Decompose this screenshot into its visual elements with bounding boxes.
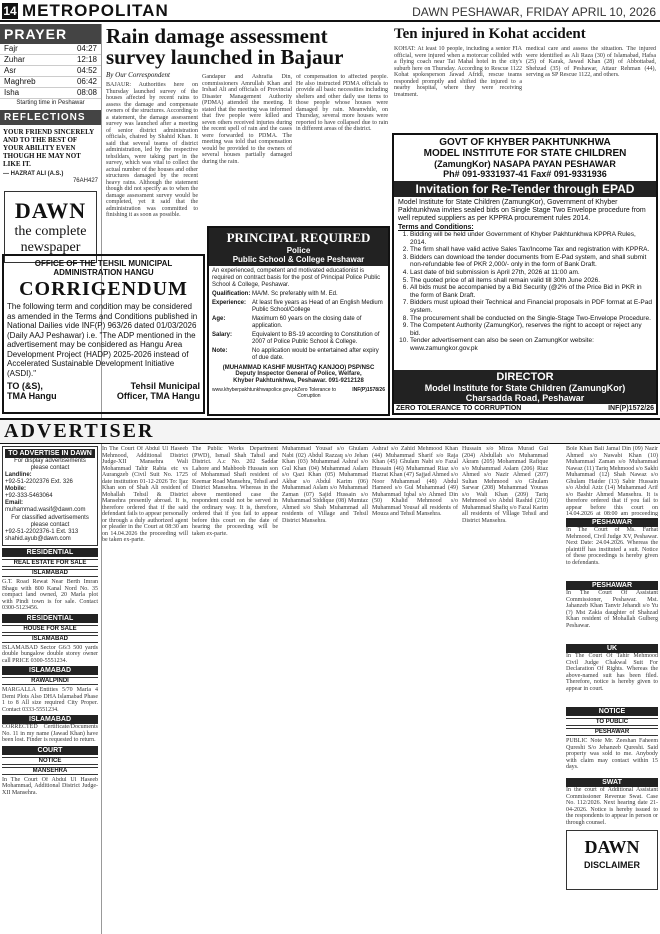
- classified-head: ISLAMABAD: [2, 715, 98, 724]
- prayer-time: 04:27: [76, 44, 97, 53]
- tender-director: DIRECTOR: [496, 371, 554, 383]
- principal-sub1: Police: [286, 246, 311, 255]
- reflection-source: — HAZRAT ALI (A.S.): [3, 171, 64, 177]
- classified-location: ISLAMABAD: [2, 569, 98, 577]
- requirement-value: At least five years as Head of an English Medium Public School/College: [252, 300, 383, 313]
- prayer-time: 12:18: [76, 55, 97, 64]
- landline-label: Landline:: [5, 472, 32, 478]
- main-body-col3: of compensation to affected people. He also instructed PDMA officials to provide all basic necessities including shelters and other daily use items to those people whose houses were damaged by rain. Meanwhile, on Thursday, several more houses were reported to have collapsed due to rain in different areas of the district.: [296, 74, 388, 132]
- prayer-name: Isha: [4, 88, 20, 97]
- classified-head: COURT: [2, 746, 98, 755]
- requirement-value: Equivalent to BS-19 according to Constitution of 2007 of Police Public School & College.: [252, 332, 380, 345]
- advertiser-title: ADVERTISER: [4, 420, 155, 442]
- court-notice-head: UK: [566, 644, 658, 653]
- prayer-name: Maghreb: [4, 77, 36, 86]
- tender-inf: INF(P)1572/26: [608, 405, 654, 412]
- requirement-label: Note:: [212, 348, 228, 354]
- notice-col-4: Ashraf s/o Zahid Mehmood Khan (44) Muhammad Sharif s/o Raja Khan (45) Ghulam Nabi s/o Fazal Hussain (46) Muhammad Riaz s/o Hazrat Khan (47) Sajjad Ahmed s/o Noor Muhammad (48) Abdul Hameed s/o Gul Muhammad (49) Muhammad Iqbal s/o Ahmed Din (50) Khalid Mehmood s/o Muhammad Yousaf all residents of Mouza and Tehsil Mansehra.: [372, 446, 458, 517]
- main-body-col2: Gandapur and Ashrafia Din, commissioners Amrullah Khan and Irshad Ali and officials of Provincial Disaster Management Authority (PDMA) attended the meeting. It stated that the meeting was informed that five people were killed and seven others received injuries during the recent spell of rain and the cases were forwarded to PDMA. The meeting was told that compensation would be provided to the owners of several houses partially damaged during the rain.: [202, 74, 292, 165]
- court-notice: [566, 518, 658, 579]
- court-notice-text: In The Court Of Tahir Mehmood Civil Judge Chakwal Suit For Declaration Of Rights. Whereas the above-named suit has been filed. Therefore, notice is hereby given to appear in court.: [566, 653, 658, 692]
- classified-item: [2, 666, 98, 713]
- classified-email: shahid.ayub@dawn.com: [5, 536, 71, 542]
- prayer-note: Starting time in Peshawar: [16, 100, 85, 106]
- tender-term: 4. Last date of bid submission is April 27th, 2026 at 11:00 am.: [410, 269, 652, 277]
- email-address: muhammad.wasif@dawn.com: [5, 507, 86, 513]
- tender-zero: ZERO TOLERANCE TO CORRUPTION: [396, 405, 522, 412]
- classified-text: In The Court Of Abdul Ul Haseeb Mohammad, Additional District Judge-XII Mansehra.: [2, 776, 98, 796]
- promo-line2: newspaper: [20, 240, 81, 255]
- main-byline: By Our Correspondent: [106, 71, 170, 79]
- tender-director-addr: Charsadda Road, Peshawar: [465, 393, 585, 403]
- notice-to-public-sub: TO PUBLIC: [566, 718, 658, 726]
- classified-head: RESIDENTIAL: [2, 548, 98, 557]
- classified-text: MARGALLA Entities 5/70 Marla 4 Demi Plots Also DHA Islamabad Phase 1 to 8 All size required City Proper. Contact 0333-5551234.: [2, 687, 98, 713]
- classified-landline: +92-51-2202376-1 Ext. 313: [5, 529, 79, 535]
- classified-head: RESIDENTIAL: [2, 614, 98, 623]
- requirement-row: [212, 316, 385, 330]
- reflection-code: 76AH427: [72, 178, 98, 184]
- sign-1: TO (&S),: [7, 381, 43, 391]
- classified-item: [2, 614, 98, 665]
- tender-term: 1. Bidding will be held under Government of Khyber Pakhtunkhwa KPPRA Rules, 2014.: [410, 231, 652, 246]
- main-body-col1: BAJAUR: Authorities here on Thursday launched survey of the houses affected by recent rains to assess the damage and compensate owners of the structures. According to a statement, the damage assessment survey was launched after a meeting of senior district administration officials, chaired by Shahid Khan. It said that several teams of district administration, led by the respective tehsildars, were taking part in the survey, which was vital to collect the actual number of the houses and other structures damaged by the recent heavy rains. Although the statement though did not specify as to when the damage assessment survey would be completed, yet it said that the administration was committed to finishing it as soon as possible.: [106, 82, 198, 218]
- notice-col-5: Hussain s/o Mirza Murad Gul (204) Abdullah s/o Muhammad Akram (205) Mohammad Rafique s/o Muhammad Aslam (206) Riaz Ahmed s/o Nazir Ahmed (207) Sultan Mehmood s/o Ghulam Sarwar (208) Muhammad Younas s/o Wali Khan (209) Tariq Mehmood s/o Abdul Rashid (210) Muhammad Shafiq s/o Fazal Karim all residents of Village Tehsil and District Mansehra.: [462, 446, 548, 524]
- requirement-row: [212, 348, 385, 362]
- advertise-contact-box: [2, 446, 98, 546]
- mobile-label: Mobile:: [5, 486, 26, 492]
- tender-term: 7. Bidders must upload their Technical and Financial proposals in PDF format at E-Pad system.: [410, 299, 652, 314]
- tender-term: 2. The firm shall have valid active Sales Tax/Income Tax and registration with KPPRA.: [410, 246, 652, 254]
- tender-term: 10. Tender advertisement can also be seen on ZamungKor website: www.zamungkor.gov.pk: [410, 337, 652, 352]
- tender-ad: [392, 133, 658, 415]
- dawn-logo: DAWN: [14, 198, 87, 223]
- peshawar-notices: [566, 518, 658, 705]
- court-notice: [566, 644, 658, 705]
- prayer-time: 04:52: [76, 66, 97, 75]
- corrigendum-ad: [2, 254, 205, 414]
- principal-inf: INF(P)1578/26: [352, 387, 385, 393]
- advertise-display-line: For display advertisements please contact: [14, 458, 86, 471]
- sign-4: Officer, TMA Hangu: [116, 391, 200, 401]
- corrigendum-title: CORRIGENDUM: [19, 278, 188, 300]
- dawn-promo: [4, 191, 97, 263]
- reflections-title: REFLECTIONS: [0, 110, 101, 125]
- classified-text: ISLAMABAD Sector G6/3 500 yards double bungalow double storey owner call PRICE 0300-5551234.: [2, 644, 98, 664]
- swat-head: SWAT: [566, 778, 658, 787]
- classifieds-column: [2, 446, 98, 932]
- landline-number: +92-51-2202376 Ext. 326: [5, 479, 73, 485]
- side-story: [394, 26, 656, 43]
- classified-text: G.T. Road Rewat Near Berth Imran Bhagu with 800 Kanal Nord No. 35 compact land owned, 20 Marla plot with Pindi town is for sale. Contact 0300-5123456.: [2, 579, 98, 611]
- page-header: [0, 0, 660, 22]
- tender-term: 9. The Competent Authority (ZamungKor), reserves the right to accept or reject any bid.: [410, 322, 652, 337]
- requirement-value: No application would be entertained after expiry of due date.: [252, 348, 379, 361]
- principal-web: www.khyberpakhtunkhwapolice.gov.pk: [212, 387, 298, 393]
- right-notices-column: [566, 446, 658, 932]
- requirement-label: Qualification:: [212, 291, 251, 297]
- court-notice-text: In The Court Of Assistant Commissioner, Peshawar. Mst. Jahanzeb Khan Tanvir Jehandi s/o Yu (?) Mst Zakia daughter of Shahzad Khan resident of Mohallah Gulberg Peshawar.: [566, 590, 658, 629]
- classified-list: [2, 548, 98, 796]
- notice-to-public-loc: PESHAWAR: [566, 728, 658, 736]
- tender-school: MODEL INSTITUTE FOR STATE CHILDREN: [423, 148, 627, 159]
- classified-item: [2, 746, 98, 797]
- prayer-row: [0, 55, 101, 66]
- classified-head: ISLAMABAD: [2, 666, 98, 675]
- prayer-name: Fajr: [4, 44, 18, 53]
- sign-3: Tehsil Municipal: [130, 381, 200, 391]
- requirement-row: [212, 332, 385, 346]
- corrigendum-office: OFFICE OF THE TEHSIL MUNICIPAL ADMINISTRATION HANGU: [34, 259, 173, 277]
- classified-text: CORRECTED Certificate/Documents No. 11 in my name (Jawad Khan) have been lost. Finder is requested to return.: [2, 724, 98, 743]
- notice-to-public-head: NOTICE: [566, 707, 658, 716]
- side-body-col2: medical care and assess the situation. The injured were identified as Ali Raza (30) of Islamabad, Hafsa (25) of Karak, Jawad Khan (28) of Abbottabad, Shehzad (35) of Peshawar, Attaur Rehman (44), serving as SP Rescue 1122, and others.: [526, 46, 656, 78]
- advertiser-banner: [0, 418, 660, 444]
- prayer-row: [0, 88, 101, 99]
- principal-signer3: Khyber Pakhtunkhwa, Peshawar. 091-9212128: [233, 378, 364, 384]
- tender-terms-title: Terms and Conditions:: [398, 224, 474, 231]
- side-body-col1: KOHAT: At least 10 people, including a senior FIA official, were injured when a motorcar collided with a flying coach near Tai Mahal hotel in the city's suburb here on Thursday. According to Rescue 1122 Kohat spokesperson Jawad Afridi, rescue teams responded promptly and shifted the injured to a nearby hospital, where they were receiving treatment.: [394, 46, 522, 98]
- classified-location: ISLAMABAD: [2, 635, 98, 643]
- requirement-value: Maximum 60 years on the closing date of application.: [252, 316, 362, 329]
- prayer-name: Asr: [4, 66, 16, 75]
- requirement-label: Experience:: [212, 300, 247, 306]
- classified-location: MANSEHRA: [2, 767, 98, 775]
- section-title: METROPOLITAN: [22, 1, 169, 20]
- side-headline: Ten injured in Kohat accident: [394, 26, 586, 42]
- tender-term: 5. The quoted price of all items shall remain valid till 30th June 2026.: [410, 277, 652, 285]
- classified-item: [2, 548, 98, 612]
- classified-item: [2, 715, 98, 744]
- prayer-time: 06:42: [76, 77, 97, 86]
- disclaimer-title: DISCLAIMER: [584, 860, 640, 870]
- tender-term: 6. All bids must be accompanied by a Bid Security (@2% of the Price Bid in PKR in the form of Bank Draft.: [410, 284, 652, 299]
- classified-sub: HOUSE FOR SALE: [2, 625, 98, 633]
- promo-line1: the complete: [14, 224, 87, 239]
- prayer-times: [0, 44, 101, 99]
- dateline: DAWN PESHAWAR, FRIDAY APRIL 10, 2026: [412, 5, 656, 19]
- mobile-number: +92-333-5463064: [5, 493, 53, 499]
- tender-sub: (ZamungKor) NASAPA PAYAN PESHAWAR: [434, 159, 616, 169]
- tender-term: 3. Bidders can download the tender documents from E-Pad system, and shall submit non-refundable fee of PKR 2,000/- only in the form of Bank Draft.: [410, 254, 652, 269]
- classified-sub: REAL ESTATE FOR SALE: [2, 559, 98, 567]
- principal-requirements: [212, 291, 385, 362]
- requirement-label: Salary:: [212, 332, 233, 338]
- prayer-name: Zuhar: [4, 55, 25, 64]
- classified-location: RAWALPINDI: [2, 677, 98, 685]
- prayer-title: PRAYER: [0, 24, 101, 44]
- requirement-row: [212, 291, 385, 298]
- principal-intro: An experienced, competent and motivated educationist is required on contract basis for the post of Principal Police Public School & College, Peshawar.: [212, 268, 381, 288]
- tender-title: Invitation for Re-Tender through EPAD: [394, 181, 656, 197]
- disclaimer-logo: DAWN: [584, 837, 640, 857]
- sign-2: TMA Hangu: [7, 391, 57, 401]
- court-notice-head: PESHAWAR: [566, 581, 658, 590]
- notice-to-public-text: PUBLIC Note Mr. Zeeshan Faheem Qureshi S/o Jehanzeb Qureshi. Said property was sold to me. Anybody with claim may contact within 15 days.: [566, 738, 658, 770]
- notice-col-2: The Public Works Department (PWD), Ismail Shah Tahsil and District. A.c No. 202 Saddar Lahore and Mahboob Hussain son of Mohammad Shafi resident of Keemar Road Mansehra, Tehsil and District Mansehra. Whereas in the above mentioned case the respondent could not be served in the ordinary way. It is, therefore, ordered that if you fail to appear before this court on the date of hearing the proceeding will be taken ex-parte.: [192, 446, 278, 537]
- page-number: 14: [3, 4, 17, 18]
- classified-contact-line: For classified advertisements please contact: [11, 515, 89, 528]
- principal-title: PRINCIPAL REQUIRED: [226, 230, 371, 245]
- classified-sub: NOTICE: [2, 757, 98, 765]
- advertise-box-title: TO ADVERTISE IN DAWN: [5, 449, 95, 458]
- swat-text: In the court of Additional Assistant Commissioner Revenue Swat. Case No. 112/2026. Next hearing date 21-04-2026. Notice is hereby issued to the respondents to appear in person or through counsel.: [566, 787, 658, 826]
- prayer-row: [0, 77, 101, 88]
- principal-signer: (MUHAMMAD KASHIF MUSHTAQ KANJOO) PSP/NSC: [222, 365, 375, 371]
- prayer-row: [0, 66, 101, 77]
- disclaimer-box: [566, 830, 658, 890]
- tender-term: 8. The procurement shall be conducted on the Single-Stage Two-Envelope Procedure.: [410, 315, 652, 323]
- court-notice: [566, 581, 658, 642]
- notice-col-6: Bole Khan Bali Jamal Din (09) Nazir Ahmed s/o Nawabi Khan (10) Muhammad Zaman s/o Muhammad Nawaz (11) Tariq Mehmood s/o Sakhi Muhammad (12) Shah Nawaz s/o Ghulam Haider (13) Sabir Hussain s/o Abdul Aziz (14) Muhammad Arif s/o Bashir Ahmed Mansehra. It is therefore ordered that if you fail to appear before this court on 14.04.2026 at 08:00 am proceeding: [566, 446, 658, 516]
- court-notice-head: PESHAWAR: [566, 518, 658, 527]
- notice-col-1: In The Court Of Abdul Ul Haseeb Mehmood, Additional District Judge-XII Mansehra Wali Mohammad Tahir Rabia etc vs Aurangzeb (Civil Suit No. 1725 date institution 01-12-2026 To: Ijaz Khan son of Shah Ali resident of Mohallah Tehsil & District Mansehra presently abroad. It is, therefore ordered that if the said defendant fails to appear personally or through a duly authorized agent or pleader in the Court at 08:30 am on 14.04.2026 the proceeding will be taken ex-parte.: [102, 446, 188, 543]
- reflection-quote: YOUR FRIEND SINCERELY AND TO THE BEST OF YOUR ABILITY EVEN THOUGH HE MAY NOT LIKE IT.: [3, 128, 94, 168]
- tender-phone: Ph# 091-9331937-41 Fax# 091-9331936: [443, 169, 607, 179]
- tender-terms: [398, 231, 652, 353]
- court-notice-text: In The Court of Ms. Farhat Mehmood, Civil Judge XV, Peshawar. Next Date: 24.04.2026. Whereas the plaintiff has instituted a suit. Notice of these proceedings is hereby given to defendants.: [566, 527, 658, 566]
- main-headline: Rain damage assessment survey launched in Bajaur: [106, 24, 344, 69]
- principal-sub2: Public School & College Peshawar: [232, 255, 365, 264]
- principal-ad: [207, 226, 390, 416]
- principal-zero: Zero Tolerance to Corruption: [297, 387, 337, 399]
- requirement-row: [212, 300, 385, 314]
- principal-signer2: Deputy Inspector General of Police, Welfare,: [235, 371, 362, 377]
- tender-org: GOVT OF KHYBER PAKHTUNKHWA: [439, 137, 611, 148]
- prayer-row: [0, 44, 101, 55]
- notice-col-3: Muhammad Yousaf s/o Ghulam Nabi (02) Abdul Razzaq s/o Jehan Khan (03) Muhammad Ashraf s/o Gul Khan (04) Muhammad Aslam s/o Qazi Khan (05) Muhammad Akbar s/o Abdul Karim (06) Muhammad Aslam s/o Muhammad Zaman (07) Sajid Hussain s/o Muhammad Siddique (08) Mumtaz Ahmed s/o Shah Muhammad all residents of Village and Tehsil District Mansehra.: [282, 446, 368, 524]
- requirement-label: Age:: [212, 316, 226, 322]
- corrigendum-signatures: [7, 381, 200, 401]
- email-label: Email:: [5, 500, 24, 506]
- tender-director-sub: Model Institute for State Children (ZamungKor): [424, 383, 626, 393]
- requirement-value: MA/M. Sc preferably with M. Ed.: [252, 291, 338, 297]
- corrigendum-body: The following term and condition may be considered as amended in the Terms and Conditions published in National Dailies vide INF(P) 963/26 dated 01/03/2026 (Daily AAJ Peshawar) i.e. "The ADP mentioned in the advertisement may be considered as Hangu Area Development Project (HADP) 2025-2026 instead of Accelerated Sustainable Development Initiative (ASDI).": [7, 302, 198, 378]
- prayer-time: 08:08: [76, 88, 97, 97]
- tender-intro: Model Institute for State Children (ZamungKor), Government of Khyber Pakhtunkhwa invites sealed bids on Single Stage Two Envelope procedure from well reputed suppliers as per KPPRA procurement rules 2014.: [398, 199, 646, 222]
